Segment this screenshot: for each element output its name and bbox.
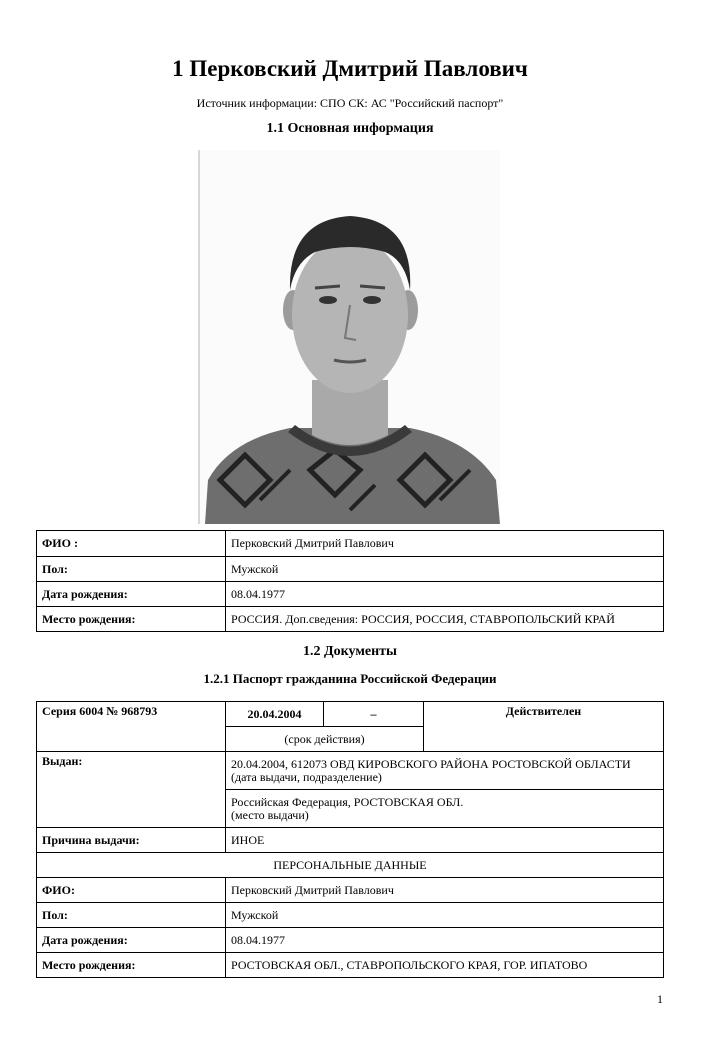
page-title: 1 Перковский Дмитрий Павлович	[172, 56, 528, 81]
field-label: Дата рождения:	[37, 928, 226, 953]
issue-date: 20.04.2004	[226, 702, 324, 727]
field-value: Перковский Дмитрий Павлович	[226, 531, 664, 557]
issued-line: 20.04.2004, 612073 ОВД КИРОВСКОГО РАЙОНА РОСТОВСКОЙ ОБЛАСТИ	[231, 756, 631, 771]
table-row	[37, 607, 664, 632]
field-value: 08.04.1977	[226, 928, 664, 953]
reason-label: Причина выдачи:	[37, 828, 226, 853]
table-row	[37, 903, 664, 928]
field-label: Дата рождения:	[37, 582, 226, 607]
issued-label: Выдан:	[37, 752, 226, 828]
field-label: Место рождения:	[37, 953, 226, 978]
field-value: РОССИЯ. Доп.сведения: РОССИЯ, РОССИЯ, СТАВРОПОЛЬСКИЙ КРАЙ	[226, 607, 664, 632]
source-line: Источник информации: СПО СК: АС "Российский паспорт"	[196, 96, 504, 110]
basic-info-table	[36, 530, 664, 632]
field-value: РОСТОВСКАЯ ОБЛ., СТАВРОПОЛЬСКОГО КРАЯ, ГОР. ИПАТОВО	[226, 953, 664, 978]
subsection-heading-passport: 1.2.1 Паспорт гражданина Российской Федерации	[203, 671, 497, 686]
field-value: Перковский Дмитрий Павлович	[226, 878, 664, 903]
personal-data-header: ПЕРСОНАЛЬНЫЕ ДАННЫЕ	[37, 853, 664, 878]
field-label: Место рождения:	[37, 607, 226, 632]
table-row	[37, 531, 664, 557]
person-photo	[198, 150, 500, 524]
field-label: ФИО:	[37, 878, 226, 903]
issued-hint: (дата выдачи, подразделение)	[231, 769, 382, 784]
table-row	[37, 752, 664, 790]
passport-series: Серия 6004 № 968793	[37, 702, 226, 752]
field-label: Пол:	[37, 557, 226, 582]
field-value: Мужской	[226, 557, 664, 582]
place-value	[226, 790, 664, 828]
section-heading-documents: 1.2 Документы	[303, 644, 397, 659]
table-row	[37, 878, 664, 903]
expiry-date: –	[324, 702, 424, 727]
reason-value: ИНОЕ	[226, 828, 664, 853]
table-row	[37, 702, 664, 727]
status-badge: Действителен	[424, 702, 664, 752]
place-hint: (место выдачи)	[231, 807, 309, 822]
validity-label: (срок действия)	[226, 727, 424, 752]
issued-value	[226, 752, 664, 790]
passport-table	[36, 701, 664, 978]
table-row	[37, 928, 664, 953]
field-value: 08.04.1977	[226, 582, 664, 607]
table-row	[37, 953, 664, 978]
table-row	[37, 828, 664, 853]
table-row	[37, 582, 664, 607]
section-heading-basic: 1.1 Основная информация	[266, 121, 434, 136]
table-row	[37, 853, 664, 878]
table-row	[37, 557, 664, 582]
field-label: ФИО :	[37, 531, 226, 557]
place-line: Российская Федерация, РОСТОВСКАЯ ОБЛ.	[231, 794, 464, 809]
page-number: 1	[657, 992, 663, 1006]
field-value: Мужской	[226, 903, 664, 928]
field-label: Пол:	[37, 903, 226, 928]
